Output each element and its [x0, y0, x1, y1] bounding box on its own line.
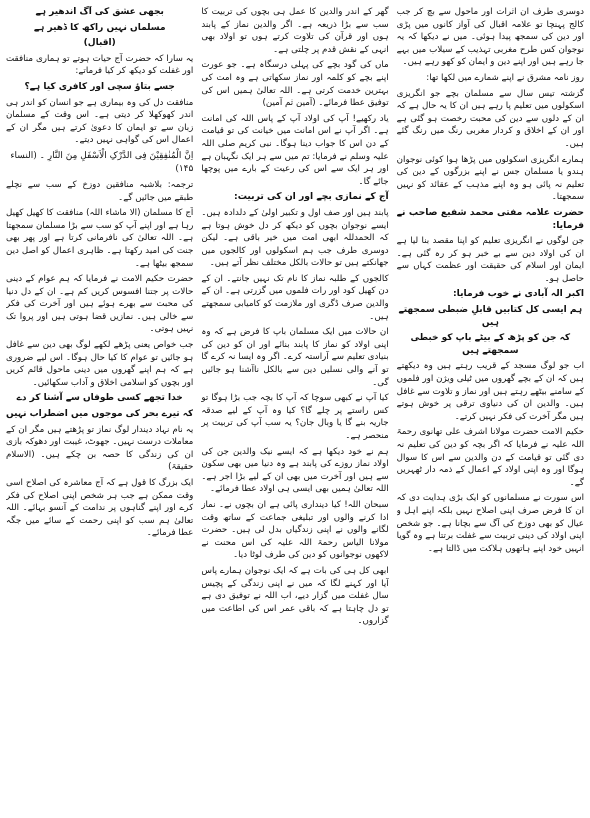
section-heading: آج کے نمازی بچے اور ان کی تربیت: — [234, 191, 389, 203]
paragraph: دوسری طرف ان اثرات اور ماحول سے بچ کر جب کالج پہنچا تو علامہ اقبال کی آواز کانوں میں پڑی اور دین کی سمجھ پیدا ہوئی۔ میں نے دیکھا کہ یہ نوجوان کس طرح مغربی تہذیب کے سیلاب میں بہے جا رہے ہیں اور اپنے دین و ایمان کو کھو رہے ہیں۔ — [396, 7, 584, 68]
paragraph: یاد رکھیے! آپ کی اولاد آپ کے پاس اللہ کی امانت ہے۔ اگر آپ نے اس امانت میں خیانت کی تو قیامت کے دن اس کا جواب دینا ہوگا۔ نبی کریم صلی اللہ علیہ وسلم نے فرمایا: تم میں سے ہر ایک نگہبان ہے اور ہر ایک سے اس کی رعیت کے بارے میں پوچھا جائے گا۔ — [201, 113, 389, 187]
paragraph: روز نامہ مشرق نے اپنے شمارے میں لکھا تھا: — [426, 72, 584, 83]
column-middle — [201, 6, 388, 814]
paragraph: آج کا مسلمان (الا ماشاء اللہ) منافقت کا کھیل کھیل رہا ہے اور اپنے آپ کو سب سے بڑا مسلمان سمجھتا ہے۔ اللہ تعالیٰ کی نافرمانی کرتا ہے اور پھر بھی جنت کی امید رکھتا ہے۔ ظاہری اعمال کو اصل دین سمجھ بیٹھا ہے۔ — [6, 208, 194, 269]
paragraph: کالجوں کے طلبہ نماز کا نام تک نہیں جانتے۔ ان کے دن کھیل کود اور رات فلموں میں گزرتی ہے۔ ان کے والدین صرف ڈگری اور ملازمت کو کامیابی سمجھتے ہیں۔ — [201, 273, 389, 322]
paragraph: منافقت دل کی وہ بیماری ہے جو انسان کو اندر ہی اندر کھوکھلا کر دیتی ہے۔ اس وقت کے مسلمان زبان سے تو ایمان کا دعویٰ کرتے ہیں مگر ان کے اعمال اس کی گواہی نہیں دیتے۔ — [6, 97, 194, 146]
paragraph: جب خواص یعنی پڑھے لکھے لوگ بھی دین سے غافل ہو جائیں تو عوام کا کیا حال ہوگا۔ اس لیے ضروری ہے کہ ہم اپنے گھروں میں دینی ماحول قائم کریں اور بچوں کو اسلامی اخلاق و آداب سکھائیں۔ — [6, 340, 194, 388]
paragraph: اس سورت نے مسلمانوں کو ایک بڑی ہدایت دی کہ ان کا فرض صرف اپنی اصلاح نہیں بلکہ اپنے اہل و عیال کو بھی دوزخ کی آگ سے بچانا ہے۔ جو شخص اپنی اولاد کی دینی تربیت سے غفلت برتتا ہے وہ گویا انہیں خود اپنے ہاتھوں ہلاکت میں ڈالتا ہے۔ — [396, 493, 584, 554]
paragraph: ان حالات میں ایک مسلمان باپ کا فرض ہے کہ وہ اپنی اولاد کو نماز کا پابند بنائے اور ان کو دین کی بنیادی تعلیم سے آراستہ کرے۔ اگر وہ ایسا نہ کرے گا تو آنے والی نسلیں دین سے بالکل ناآشنا ہو جائیں گی۔ — [201, 327, 389, 388]
verse-line: جسے بتاؤ سچی اور کافری کیا ہے؟ — [24, 81, 175, 92]
paragraph: یہ سارا کہ حضرت آج حیات ہوتے تو ہماری منافقت اور غفلت کو دیکھ کر کیا فرماتے: — [6, 53, 194, 77]
paragraph: ماں کی گود بچے کی پہلی درسگاہ ہے۔ جو عورت اپنے بچے کو کلمہ اور نماز سکھاتی ہے وہ امت کی بہترین خدمت کرتی ہے۔ اللہ تعالیٰ ہمیں اس کی توفیق عطا فرمائے۔ (آمین ثم آمین) — [201, 60, 389, 109]
paragraph: سبحان اللہ! کیا دینداری پائی ہے ان بچوں نے۔ نماز ادا کرنے والوں اور تبلیغی جماعت کے ساتھ وقت لگانے والوں نے اپنی زندگیاں بدل لی ہیں۔ حضرت مولانا الیاس رحمۃ اللہ علیہ کی اس محنت نے لاکھوں نوجوانوں کو دین کی طرف لوٹا دیا۔ — [201, 499, 389, 561]
verse-line: کہ جن کو پڑھ کے بیٹے باپ کو خبطی سمجھتے ہیں — [410, 333, 571, 356]
verse-line: بجھی عشق کی آگ اندھیر ہے — [35, 7, 164, 17]
paragraph: پابند ہیں اور صف اول و تکبیر اولیٰ کے دلدادہ ہیں۔ ایسے نوجوان بچوں کو دیکھ کر دل خوش ہوتا ہے کہ الحمدللہ ابھی امت میں خیر باقی ہے۔ لیکن دوسری طرف جب ہم اسکولوں اور کالجوں میں جھانکتے ہیں تو حالات بالکل مختلف نظر آتے ہیں۔ — [201, 207, 389, 269]
paragraph: ہم نے خود دیکھا ہے کہ ایسے نیک والدین جن کی اولاد نماز روزے کی پابند ہے وہ دنیا میں بھی سکون سے ہیں اور آخرت میں بھی ان کے لیے بڑا اجر ہے۔ اللہ تعالیٰ ہمیں بھی ایسی ہی اولاد عطا فرمائے۔ — [201, 446, 389, 495]
arabic-quote: اِنَّ الْمُنٰفِقِیْنَ فِی الدَّرْکِ الْاَسْفَلِ مِنَ النَّارِ ۔ (النساء ۱۴۵) — [10, 150, 194, 174]
verse-line: (اقبال) — [83, 38, 116, 49]
paragraph: یہ نام نہاد دیندار لوگ نماز تو پڑھتے ہیں مگر ان کے معاملات درست نہیں۔ جھوٹ، غیبت اور دھوکہ بازی ان کی زندگی کا حصہ بن چکے ہیں۔ (الاسلام حقیقۃ) — [6, 424, 194, 473]
verse-line: کہ تیرے بحر کی موجوں میں اضطراب نہیں — [6, 409, 194, 420]
verse-line: ہم ایسی کل کتابیں قابلِ ضبطی سمجھتے ہیں — [398, 305, 583, 328]
paragraph: گزشتہ تیس سال سے مسلمان بچے جو انگریزی اسکولوں میں تعلیم پا رہے ہیں ان کا یہ حال ہے کہ ان کے دلوں سے دین کی محبت رخصت ہو گئی ہے اور ان کے اخلاق و کردار مغربی رنگ میں رنگ گئے ہیں۔ — [396, 88, 584, 149]
section-heading: اکبر الہ آبادی نے خوب فرمایا: — [452, 288, 584, 300]
column-right — [397, 6, 584, 814]
paragraph: جن لوگوں نے انگریزی تعلیم کو اپنا مقصد بنا لیا ہے ان کی اولاد دین سے بے خبر ہو کر رہ گئی ہے۔ ایمان اور اسلام کی حقیقت اور عظمت کہاں سے حاصل ہو۔ — [396, 236, 584, 284]
verse-line: مسلماں نہیں راکھ کا ڈھیر ہے — [33, 22, 166, 33]
paragraph: ابھی کل ہی کی بات ہے کہ ایک نوجوان ہمارے پاس آیا اور کہنے لگا کہ میں نے اپنی زندگی کے پچیس سال غفلت میں گزار دیے، اب اللہ نے توفیق دی ہے تو دل چاہتا ہے کہ باقی عمر اس کی اطاعت میں گزاروں۔ — [201, 565, 389, 627]
column-left — [6, 6, 193, 814]
verse-line: خدا تجھے کسی طوفاں سے آشنا کر دے — [16, 393, 183, 404]
section-heading: حضرت علامہ مفتی محمد شفیع صاحب نے فرمایا: — [396, 206, 584, 231]
paragraph: حکیم الامت حضرت مولانا اشرف علی تھانوی رحمۃ اللہ علیہ نے فرمایا کہ اگر بچہ کو دین کی تعلیم نہ دی گئی تو قیامت کے دن والدین سے اس کا سوال ہوگا اور وہ اپنی اولاد کے اعمال کے ذمہ دار ٹھہریں گے۔ — [396, 427, 584, 488]
paragraph: ایک بزرگ کا قول ہے کہ آج معاشرہ کی اصلاح اسی وقت ممکن ہے جب ہر شخص اپنی اصلاح کی فکر کرے اور اپنے گناہوں پر ندامت کے آنسو بہائے۔ اللہ تعالیٰ ہم سب کو اپنی رحمت کے سائے میں جگہ عطا فرمائے۔ — [6, 478, 194, 539]
paragraph: کیا آپ نے کبھی سوچا کہ آپ کا بچہ جب بڑا ہوگا تو کس راستے پر چلے گا؟ کیا وہ آپ کے لیے صدقہ جاریہ بنے گا یا وبال جان؟ یہ سب آپ کی تربیت پر منحصر ہے۔ — [201, 393, 389, 441]
paragraph: ہمارے انگریزی اسکولوں میں پڑھا ہوا کوئی نوجوان ہندو یا مسلمان جس نے اپنے بزرگوں کے دین کی تعلیم نہ پائی ہو وہ اپنے مذہب کے عقائد کو نہیں سمجھتا۔ — [396, 154, 584, 203]
paragraph: ترجمہ: بلاشبہ منافقین دوزخ کے سب سے نچلے طبقے میں جائیں گے۔ — [6, 179, 194, 203]
paragraph: حضرت حکیم الامت نے فرمایا کہ ہم عوام کے دینی حالات پر جتنا افسوس کریں کم ہے۔ ان کے دل دنیا کی محبت سے بھرے ہوئے ہیں اور آخرت کی فکر سے خالی ہیں۔ نمازیں قضا ہوتی ہیں اور پروا تک نہیں ہوتی۔ — [6, 274, 194, 335]
paragraph: گھر کے اندر والدین کا عمل ہی بچوں کی تربیت کا سب سے بڑا ذریعہ ہے۔ اگر والدین نماز کے پابند ہوں اور قرآن کی تلاوت کرتے ہوں تو اولاد بھی انہی کے نقش قدم پر چلتی ہے۔ — [201, 7, 389, 55]
paragraph: اب جو لوگ مسجد کے قریب رہتے ہیں وہ دیکھتے ہیں کہ ان کے بچے گھروں میں ٹیلی ویژن اور فلموں کے سامنے بیٹھے رہتے ہیں اور نماز و تلاوت سے غافل ہیں۔ والدین ان کی دنیاوی ترقی پر خوش ہوتے ہیں مگر آخرت کی فکر نہیں کرتے۔ — [396, 361, 584, 422]
